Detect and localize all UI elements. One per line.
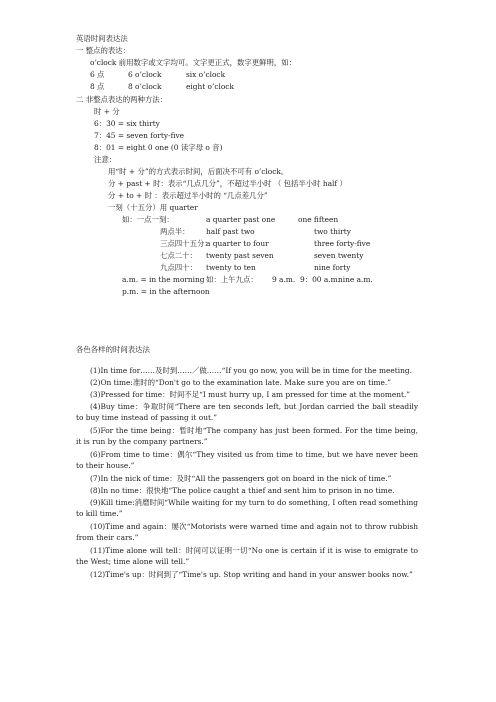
example-row: 九点四十： twenty to ten nine forty (160, 263, 351, 272)
formula: 时 + 分 (94, 107, 120, 116)
document-title: 英语时间表达法 (76, 34, 128, 43)
phrase-item: (11)Time alone will tell：时间可以证明一切“No one is certain if it is wise to emigrate to the West; time alone will tell.” (76, 546, 418, 566)
note-label: 注意： (94, 155, 117, 164)
note-line: 分 + to + 时 ：表示超过半小时的 “几点差几分” (108, 191, 268, 200)
hour-row: 8 点 8 o’clock eight o’clock (90, 82, 234, 91)
example-row: 两点半： half past two two thirty (160, 227, 351, 236)
phrase-item: (6)From time to time：偶尔“They visited us from time to time, but we have never been to their house.” (76, 450, 418, 470)
phrase-item: (12)Time's up：时间到了“Time's up. Stop writing and hand in your answer books now.” (90, 570, 413, 579)
hour-row: 6 点 6 o’clock six o’clock (90, 70, 226, 79)
section3-heading: 各色各样的时间表达法 (76, 345, 150, 354)
phrase-item: (1)In time for……及时到……／做……“If you go now, you will be in time for the meeting. (90, 366, 412, 375)
example-line: 8：01 = eight 0 one (0 读字母 o 音) (94, 143, 223, 152)
section1-intro: o’clock 前用数字或文字均可。文字更正式，数字更鲜明，如： (90, 58, 297, 67)
phrase-item: (5)For the time being：暂时地“The company has just been formed. For the time being, it is run by the company partners.” (76, 426, 418, 446)
note-line: 用“时 + 分”的方式表示时间，后面决不可有 o’clock。 (108, 167, 289, 176)
example-row: 七点二十： twenty past seven seven twenty (160, 251, 364, 260)
phrase-item: (3)Pressed for time：时间不足“I must hurry up, I am pressed for time at the moment.” (90, 390, 411, 399)
example-row: 如：一点一刻： a quarter past one one fifteen (122, 215, 339, 224)
note-line: 分 + past + 时：表示“几点几分”，不超过半小时 （ 包括半小时 half ） (108, 179, 347, 188)
example-line: 7：45 = seven forty-five (94, 131, 185, 140)
phrase-item: (4)Buy time：争取时间“There are ten seconds left, but Jordan carried the ball steadily to buy time instead of passing it out.” (76, 402, 418, 422)
section1-heading: 一 整点的表达： (76, 46, 131, 55)
pm-line: p.m. = in the afternoon (122, 287, 210, 296)
note-line: 一刻（十五分）用 quarter (108, 203, 198, 212)
phrase-item: (9)Kill time:消磨时间“While waiting for my turn to do something, I often read something to kill time.” (76, 498, 418, 518)
example-row: 三点四十五分：a quarter to four three forty-five (160, 239, 371, 248)
am-line: a.m. = in the morning如：上午九点： 9 a.m. 9：00 a.m.nine a.m. (122, 275, 373, 284)
phrase-item: (8)In no time：很快地“The police caught a thief and sent him to prison in no time. (90, 486, 395, 495)
phrase-item: (10)Time and again：屡次“Motorists were warned time and again not to throw rubbish from their cars.” (76, 522, 418, 542)
phrase-item: (2)On time:准时的“Don't go to the examination late. Make sure you are on time.” (90, 378, 392, 387)
section2-heading: 二 非整点表达的两种方法： (76, 95, 168, 104)
example-line: 6：30 = six thirty (94, 119, 160, 128)
phrase-item: (7)In the nick of time：及时“All the passengers got on board in the nick of time.” (90, 474, 392, 483)
